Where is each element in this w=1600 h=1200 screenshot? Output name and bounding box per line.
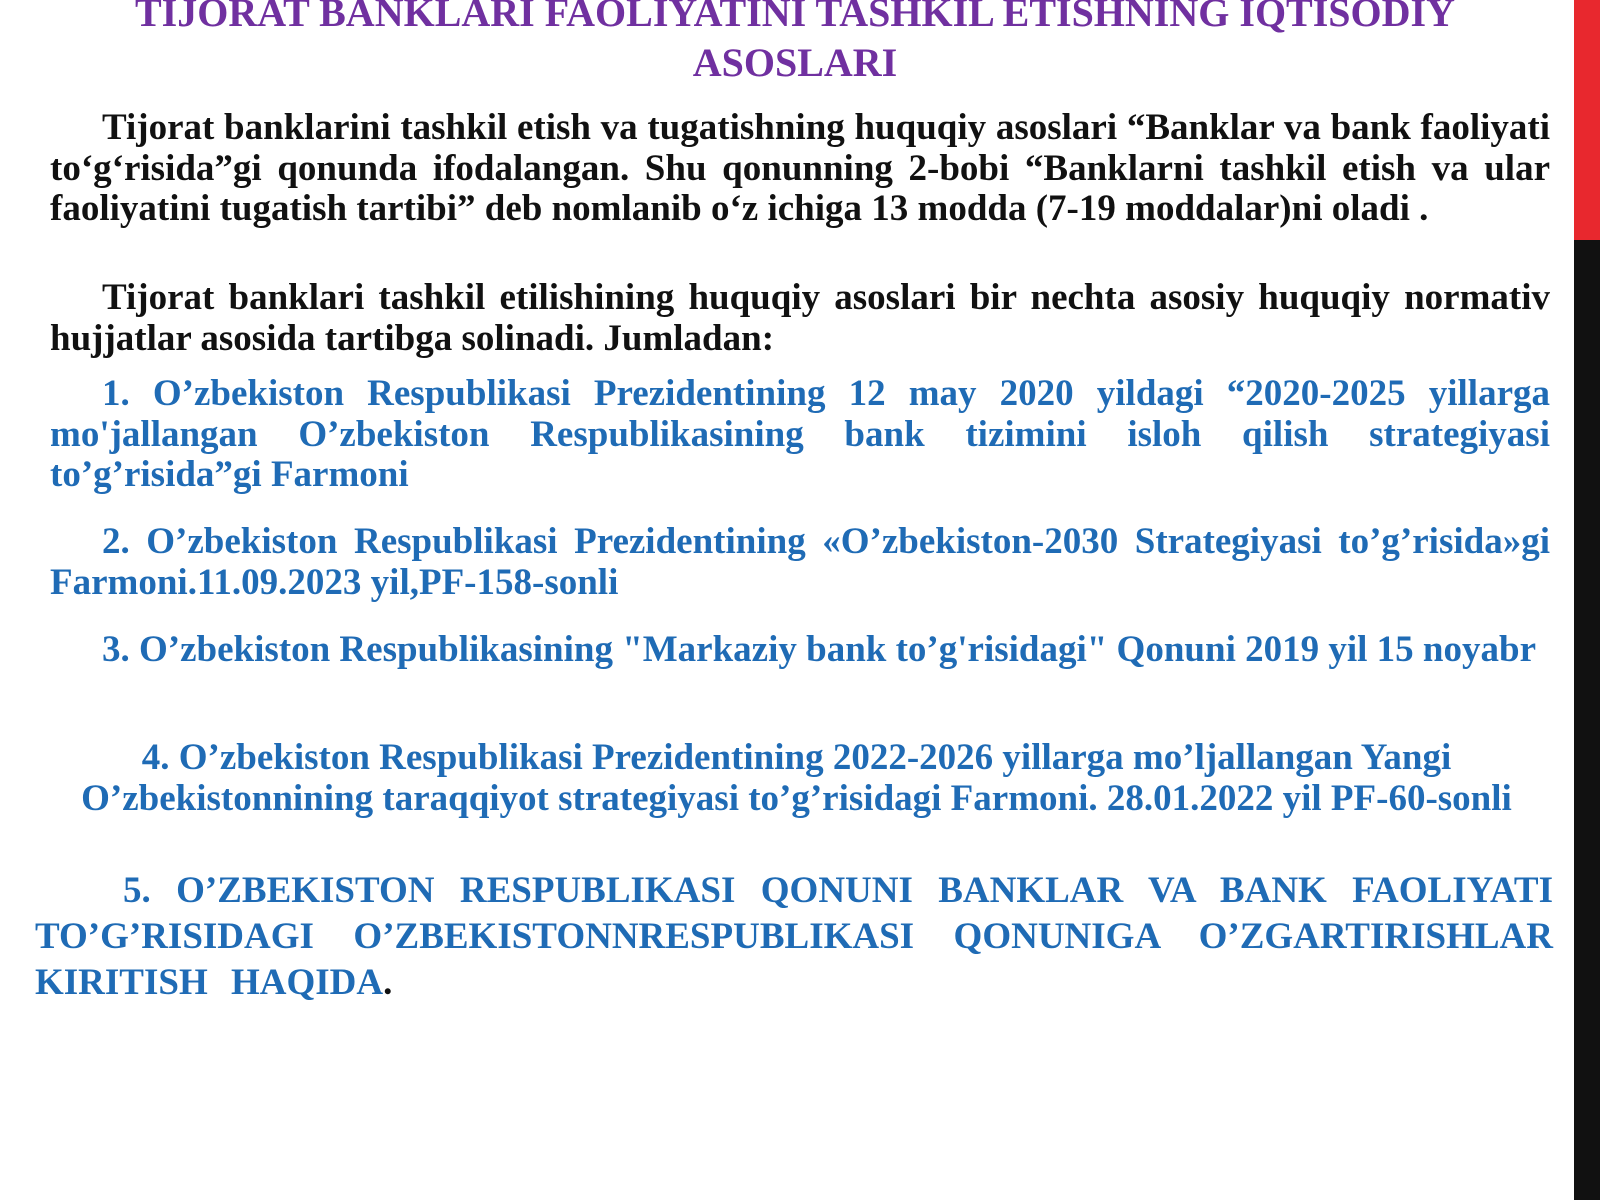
list-item-3: 3. O’zbekiston Respublikasining "Markaziy bank to’g'risidagi" Qonuni 2019 yil 15 noyabr	[102, 629, 1536, 670]
paragraph-normative-documents: Tijorat banklari tashkil etilishining huquqiy asoslari bir nechta asosiy huquqiy normativ hujjatlar asosida tartibga solinadi. Jumladan:	[50, 277, 1550, 359]
list-item-5-text: 5. O’ZBEKISTON RESPUBLIKASI QONUNI BANKLAR VA BANK FAOLIYATI TO’G’RISIDAGI O’ZBEKISTONNRESPUBLIKASI QONUNIGA O’ZGARTIRISHLAR KIRITISH HAQIDA	[35, 870, 1553, 1003]
list-item-5-period: .	[383, 962, 393, 1003]
slide-title	[40, 0, 1550, 88]
slide-title-line-1: TIJORAT BANKLARI FAOLIYATINI TASHKIL ETISHNING IQTISODIY	[135, 0, 1455, 35]
list-item-2: 2. O’zbekiston Respublikasi Prezidentining «O’zbekiston-2030 Strategiyasi to’g’risida»gi Farmoni.11.09.2023 yil,PF-158-sonli	[50, 521, 1550, 603]
slide-title-line-2: ASOSLARI	[692, 40, 898, 85]
list-item-1: 1. O’zbekiston Respublikasi Prezidentining 12 may 2020 yildagi “2020-2025 yillarga mo'jallangan O’zbekiston Respublikasining bank tizimini isloh qilish strategiyasi to’g’risida”gi Farmoni	[50, 373, 1550, 495]
list-item-5	[35, 868, 1553, 1006]
slide-side-bar	[1574, 0, 1600, 1200]
paragraph-legal-basis: Tijorat banklarini tashkil etish va tugatishning huquqiy asoslari “Banklar va bank faoliyati to‘g‘risida”gi qonunda ifodalangan. Shu qonunning 2-bobi “Banklarni tashkil etish va ular faoliyatini tugatish tartibi” deb nomlanib o‘z ichiga 13 modda (7-19 moddalar)ni oladi .	[50, 107, 1550, 229]
list-item-4: 4. O’zbekiston Respublikasi Prezidentining 2022-2026 yillarga mo’ljallangan Yangi O’zbekistonnining taraqqiyot strategiyasi to’g’risidagi Farmoni. 28.01.2022 yil PF-60-sonli	[81, 737, 1512, 819]
slide-side-accent	[1574, 0, 1600, 240]
